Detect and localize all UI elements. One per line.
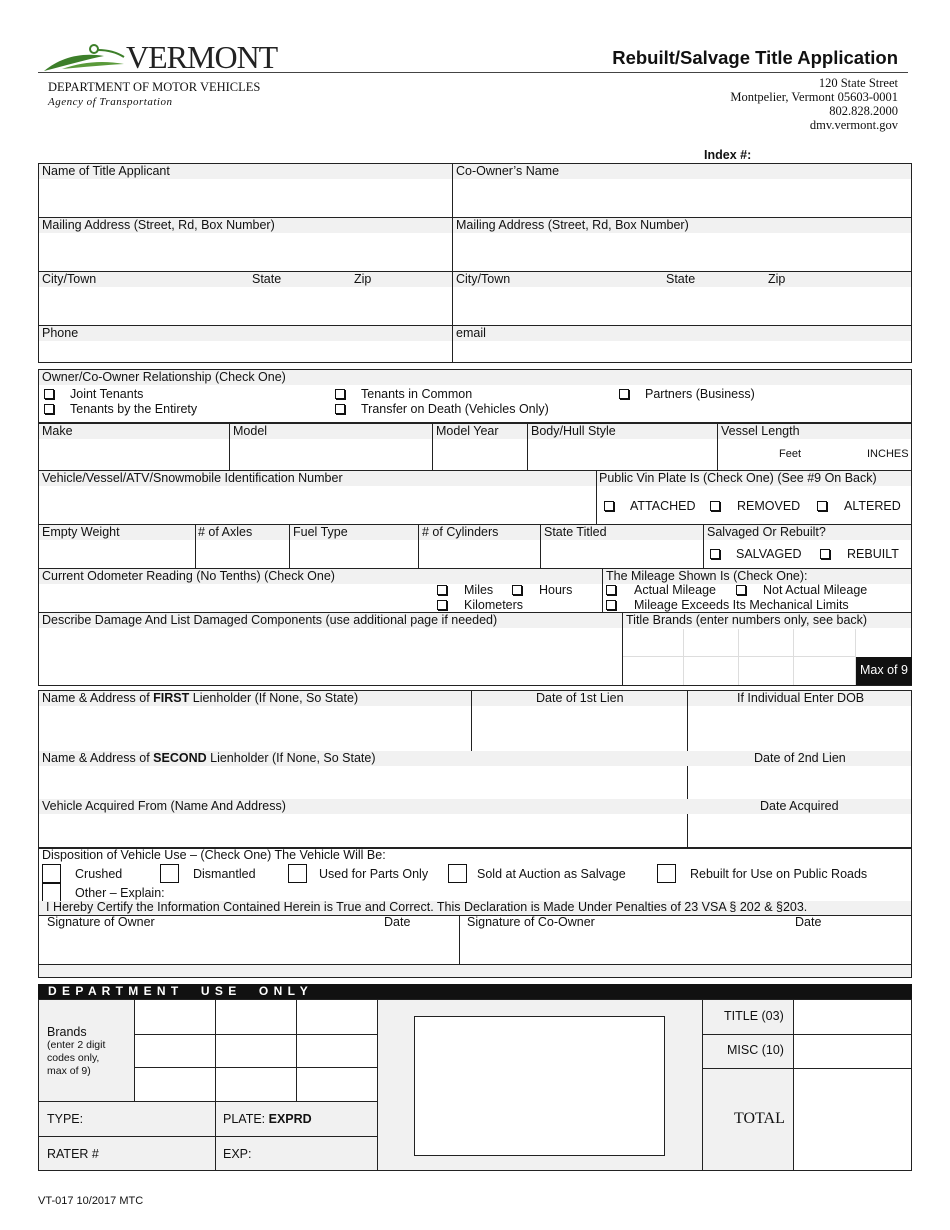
fuel-type-label: Fuel Type bbox=[293, 525, 348, 539]
owner-date-label: Date bbox=[384, 915, 411, 929]
partners-label: Partners (Business) bbox=[645, 387, 755, 401]
vin-altered-label: ALTERED bbox=[844, 499, 901, 513]
phone-number: 802.828.2000 bbox=[829, 104, 898, 118]
actual-mileage-checkbox[interactable] bbox=[606, 585, 616, 595]
hours-checkbox[interactable] bbox=[512, 585, 522, 595]
email-label: email bbox=[456, 326, 486, 340]
title-fee-field[interactable] bbox=[794, 1000, 911, 1034]
inches-label: INCHES bbox=[867, 448, 909, 460]
disposition-title: Disposition of Vehicle Use – (Check One) The Vehicle Will Be: bbox=[42, 848, 386, 862]
hours-label: Hours bbox=[539, 583, 573, 597]
rebuilt-checkbox[interactable] bbox=[820, 549, 830, 559]
kilometers-checkbox[interactable] bbox=[437, 600, 447, 610]
vin-attached-checkbox[interactable] bbox=[604, 501, 614, 511]
second-lienholder-label: Name & Address of SECOND Lienholder (If None, So State) bbox=[42, 751, 376, 765]
cylinders-label: # of Cylinders bbox=[422, 525, 499, 539]
city-state-zip-field[interactable] bbox=[39, 288, 452, 325]
vin-field[interactable] bbox=[39, 487, 595, 523]
form-title: Rebuilt/Salvage Title Application bbox=[612, 47, 898, 68]
city-label: City/Town bbox=[42, 272, 97, 286]
coowner-name-label: Co-Owner’s Name bbox=[456, 164, 560, 178]
mailing-address-label: Mailing Address (Street, Rd, Box Number) bbox=[42, 218, 275, 232]
date-acquired-field[interactable] bbox=[688, 815, 911, 847]
dept-use-header: D E P A R T M E N T U S E O N L Y bbox=[38, 984, 912, 999]
date-acquired-label: Date Acquired bbox=[760, 799, 839, 813]
acquired-from-label: Vehicle Acquired From (Name And Address) bbox=[42, 799, 286, 813]
vin-altered-checkbox[interactable] bbox=[817, 501, 827, 511]
coowner-city-state-zip-field[interactable] bbox=[453, 288, 911, 325]
max-of-9-badge: Max of 9 bbox=[856, 657, 912, 685]
actual-mileage-label: Actual Mileage bbox=[634, 583, 716, 597]
crushed-label: Crushed bbox=[75, 867, 123, 881]
rebuilt-roads-label: Rebuilt for Use on Public Roads bbox=[690, 867, 868, 881]
total-field[interactable] bbox=[794, 1069, 911, 1170]
vin-removed-label: REMOVED bbox=[737, 499, 801, 513]
salvaged-label: SALVAGED bbox=[736, 547, 802, 561]
crushed-checkbox[interactable] bbox=[42, 864, 61, 883]
dept-brands-grid[interactable] bbox=[135, 1000, 377, 1101]
first-lienholder-field[interactable] bbox=[39, 707, 470, 750]
odometer-label: Current Odometer Reading (No Tenths) (Check One) bbox=[42, 569, 335, 583]
dismantled-label: Dismantled bbox=[193, 867, 256, 881]
misc-fee-label: MISC (10) bbox=[727, 1043, 784, 1057]
phone-field[interactable] bbox=[39, 342, 452, 362]
state-titled-label: State Titled bbox=[544, 525, 607, 539]
empty-weight-label: Empty Weight bbox=[42, 525, 120, 539]
model-year-label: Model Year bbox=[436, 424, 499, 438]
form-id: VT-017 10/2017 MTC bbox=[38, 1195, 144, 1207]
coowner-state-label: State bbox=[666, 272, 696, 286]
owner-signature-field[interactable] bbox=[39, 931, 458, 963]
brands-note-1: (enter 2 digit bbox=[47, 1039, 106, 1051]
applicant-name-field[interactable] bbox=[39, 180, 452, 217]
date-first-lien-field[interactable] bbox=[472, 707, 686, 750]
website: dmv.vermont.gov bbox=[809, 118, 898, 132]
coowner-date-label: Date bbox=[795, 915, 822, 929]
axles-label: # of Axles bbox=[198, 525, 253, 539]
transfer-on-death-label: Transfer on Death (Vehicles Only) bbox=[361, 402, 549, 416]
rater-label: RATER # bbox=[47, 1147, 99, 1161]
tenants-common-checkbox[interactable] bbox=[335, 389, 345, 399]
auction-label: Sold at Auction as Salvage bbox=[477, 867, 626, 881]
address-line-2: Montpelier, Vermont 05603-0001 bbox=[730, 90, 898, 104]
make-label: Make bbox=[42, 424, 73, 438]
index-label: Index #: bbox=[704, 148, 752, 162]
email-field[interactable] bbox=[453, 342, 911, 362]
not-actual-mileage-label: Not Actual Mileage bbox=[763, 583, 868, 597]
date-second-lien-field[interactable] bbox=[688, 767, 911, 798]
kilometers-label: Kilometers bbox=[464, 598, 524, 612]
model-label: Model bbox=[233, 424, 268, 438]
miles-label: Miles bbox=[464, 583, 494, 597]
misc-fee-field[interactable] bbox=[794, 1035, 911, 1068]
brands-note-2: codes only, bbox=[47, 1052, 100, 1064]
other-label: Other – Explain: bbox=[75, 886, 165, 900]
parts-only-label: Used for Parts Only bbox=[319, 867, 429, 881]
coowner-zip-label: Zip bbox=[768, 272, 786, 286]
phone-label: Phone bbox=[42, 326, 79, 340]
body-style-label: Body/Hull Style bbox=[531, 424, 616, 438]
mileage-shown-label: The Mileage Shown Is (Check One): bbox=[606, 569, 808, 583]
coowner-name-field[interactable] bbox=[453, 180, 911, 217]
dob-label: If Individual Enter DOB bbox=[737, 691, 865, 705]
partners-checkbox[interactable] bbox=[619, 389, 629, 399]
plate-label: PLATE: EXPRD bbox=[223, 1112, 312, 1126]
brands-note-3: max of 9) bbox=[47, 1065, 91, 1077]
total-label: TOTAL bbox=[734, 1110, 785, 1127]
zip-label: Zip bbox=[354, 272, 372, 286]
agency-name: Agency of Transportation bbox=[48, 96, 173, 108]
salvaged-checkbox[interactable] bbox=[710, 549, 720, 559]
mailing-address-field[interactable] bbox=[39, 234, 452, 271]
damage-field[interactable] bbox=[39, 629, 621, 685]
dismantled-checkbox[interactable] bbox=[160, 864, 179, 883]
validation-stamp-box bbox=[414, 1016, 665, 1156]
vin-attached-label: ATTACHED bbox=[630, 499, 696, 513]
coowner-signature-label: Signature of Co-Owner bbox=[467, 915, 595, 929]
title-brands-label: Title Brands (enter numbers only, see back) bbox=[626, 613, 868, 627]
vin-removed-checkbox[interactable] bbox=[710, 501, 720, 511]
vin-plate-label: Public Vin Plate Is (Check One) (See #9 On Back) bbox=[599, 471, 877, 485]
vin-label: Vehicle/Vessel/ATV/Snowmobile Identification Number bbox=[42, 471, 343, 485]
coowner-signature-field[interactable] bbox=[460, 931, 911, 963]
tenants-common-label: Tenants in Common bbox=[361, 387, 473, 401]
miles-checkbox[interactable] bbox=[437, 585, 447, 595]
date-second-lien-label: Date of 2nd Lien bbox=[754, 751, 846, 765]
owner-signature-label: Signature of Owner bbox=[47, 915, 155, 929]
title-fee-label: TITLE (03) bbox=[724, 1009, 784, 1023]
brands-label: Brands bbox=[47, 1025, 87, 1039]
damage-label: Describe Damage And List Damaged Components (use additional page if needed) bbox=[42, 613, 498, 627]
header-rule bbox=[38, 72, 908, 73]
date-first-lien-label: Date of 1st Lien bbox=[536, 691, 624, 705]
feet-label: Feet bbox=[779, 448, 802, 460]
rebuilt-label: REBUILT bbox=[847, 547, 899, 561]
relationship-title: Owner/Co-Owner Relationship (Check One) bbox=[42, 370, 286, 384]
entirety-label: Tenants by the Entirety bbox=[70, 402, 198, 416]
state-label: State bbox=[252, 272, 282, 286]
parts-only-checkbox[interactable] bbox=[288, 864, 307, 883]
vessel-length-label: Vessel Length bbox=[721, 424, 800, 438]
certification-statement: I Hereby Certify the Information Contained Herein is True and Correct. This Declaration is Made Under Penalties of 23 VSA § 202 & §203. bbox=[46, 900, 808, 914]
address-line-1: 120 State Street bbox=[818, 76, 898, 90]
joint-tenants-label: Joint Tenants bbox=[70, 387, 144, 401]
entirety-checkbox[interactable] bbox=[44, 404, 54, 414]
auction-checkbox[interactable] bbox=[448, 864, 467, 883]
logo-text: VERMONT bbox=[126, 39, 278, 75]
first-lienholder-label: Name & Address of FIRST Lienholder (If None, So State) bbox=[42, 691, 359, 705]
coowner-mailing-address-label: Mailing Address (Street, Rd, Box Number) bbox=[456, 218, 689, 232]
exp-label: EXP: bbox=[223, 1147, 252, 1161]
vermont-logo bbox=[42, 38, 278, 75]
coowner-mailing-address-field[interactable] bbox=[453, 234, 911, 271]
acquired-from-field[interactable] bbox=[39, 815, 686, 847]
second-lienholder-field[interactable] bbox=[39, 767, 686, 798]
joint-tenants-checkbox[interactable] bbox=[44, 389, 54, 399]
exceeds-limits-checkbox[interactable] bbox=[606, 600, 616, 610]
coowner-city-label: City/Town bbox=[456, 272, 511, 286]
department-name: DEPARTMENT OF MOTOR VEHICLES bbox=[48, 80, 261, 94]
rebuilt-roads-checkbox[interactable] bbox=[657, 864, 676, 883]
transfer-on-death-checkbox[interactable] bbox=[335, 404, 345, 414]
salvaged-rebuilt-label: Salvaged Or Rebuilt? bbox=[707, 525, 826, 539]
applicant-name-label: Name of Title Applicant bbox=[42, 164, 170, 178]
not-actual-mileage-checkbox[interactable] bbox=[736, 585, 746, 595]
dob-field[interactable] bbox=[688, 707, 911, 750]
type-label: TYPE: bbox=[47, 1112, 84, 1126]
exceeds-limits-label: Mileage Exceeds Its Mechanical Limits bbox=[634, 598, 849, 612]
